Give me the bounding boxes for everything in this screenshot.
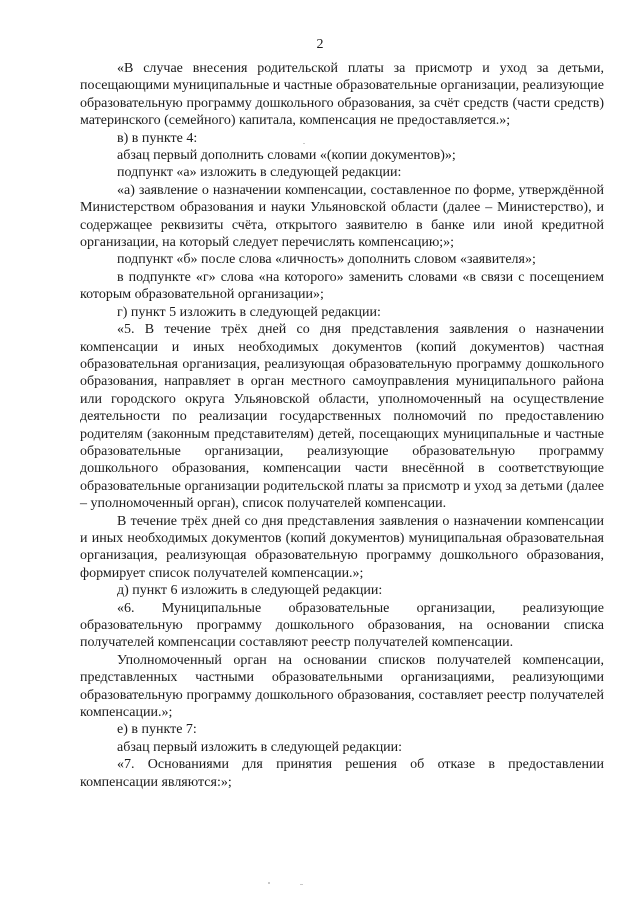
scan-speck <box>268 882 270 884</box>
paragraph: «В случае внесения родительской платы за присмотр и уход за детьми, посещающими муниципальные и частные образовательные организации, реализующие образовательную программу дошкольного образования, за счёт средств (части средств) материнского (семейного) капитала, компенсация не предоставляется.»; <box>80 61 604 129</box>
scan-speck <box>303 143 305 144</box>
paragraph: подпункт «а» изложить в следующей редакции: <box>117 165 402 181</box>
page-number: 2 <box>316 37 324 52</box>
paragraph: «5. В течение трёх дней со дня представления заявления о назначении компенсации и иных необходимых документов (копий документов) частная образовательная организация, реализующая образовательную программу дошкольного образования, направляет в орган местного самоуправления муниципального района или городского округа Ульяновской области, уполномоченный на осуществление деятельности по реализации государственных полномочий по предоставлению родителям (законным представителям) детей, посещающих муниципальные и частные образовательные организации, реализующие образовательную программу дошкольного образования, компенсации части внесённой в соответствующие образовательные организации родительской платы за присмотр и уход за детьми (далее – уполномоченный орган), список получателей компенсации. <box>80 322 604 512</box>
paragraph: «а) заявление о назначении компенсации, составленное по форме, утверждённой Министерством образования и науки Ульяновской области (далее – Министерство), и содержащее реквизиты счёта, открытого заявителю в банке или иной кредитной организации, на который следует перечислять компенсацию;»; <box>80 182 604 251</box>
paragraph: абзац первый изложить в следующей редакции: <box>117 739 403 755</box>
paragraph: в подпункте «г» слова «на которого» заменить словами «в связи с посещением которым образовательной организации»; <box>80 269 604 303</box>
scan-speck <box>300 884 303 885</box>
paragraph: «7. Основаниями для принятия решения об отказе в предоставлении компенсации являются:»; <box>80 757 604 790</box>
paragraph: г) пункт 5 изложить в следующей редакции: <box>117 304 381 320</box>
paragraph: е) в пункте 7: <box>117 722 197 738</box>
paragraph: «6. Муниципальные образовательные организации, реализующие образовательную программу дошкольного образования, на основании списка получателей компенсации составляют реестр получателей компенсации. <box>80 600 604 651</box>
paragraph: В течение трёх дней со дня представления заявления о назначении компенсации и иных необходимых документов (копий документов) муниципальная образовательная организация, реализующая образовательную программу дошкольного образования, формирует список получателей компенсации.»; <box>80 513 604 581</box>
paragraph: в) в пункте 4: <box>117 130 198 146</box>
paragraph: подпункт «б» после слова «личность» дополнить словом «заявителя»; <box>117 252 536 268</box>
paragraph: Уполномоченный орган на основании списков получателей компенсации, представленных частными образовательными организациями, реализующими образовательную программу дошкольного образования, составляет реестр получателей компенсации.»; <box>80 652 604 721</box>
paragraph: д) пункт 6 изложить в следующей редакции: <box>117 583 383 599</box>
document-body <box>80 60 604 791</box>
paragraph: абзац первый дополнить словами «(копии документов)»; <box>117 148 456 164</box>
